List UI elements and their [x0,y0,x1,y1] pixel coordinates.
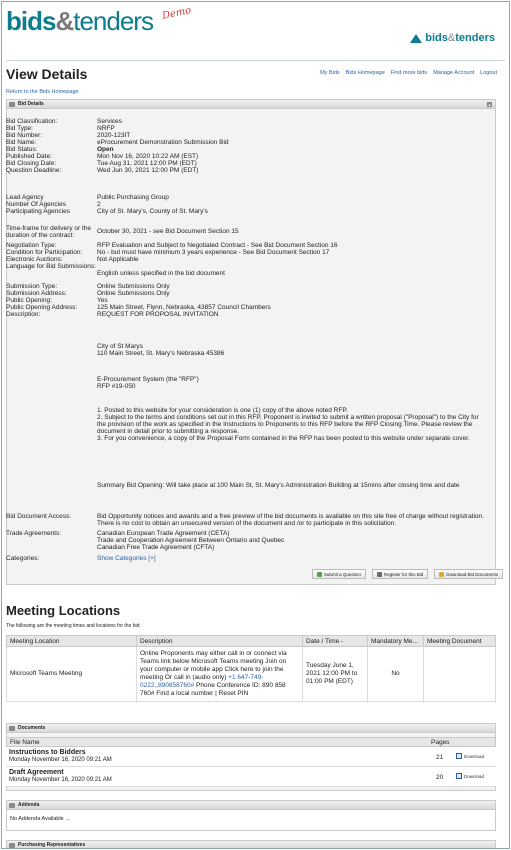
field-label: Negotiation Type: [6,242,57,249]
field-label: Condition for Participation: [6,249,83,256]
document-pages: 20 [436,774,444,781]
submit-question-label: Submit a Question [323,571,361,577]
nav-manage-account[interactable]: Manage Account [433,70,475,76]
field-value: English unless specified in the bid document [97,270,225,277]
field-value: Not Applicable [97,256,139,263]
meetings-title: Meeting Locations [6,603,121,618]
logo-mark-icon [410,34,422,43]
field-value: Online Submissions Only [97,290,170,297]
meeting-desc-text: Online Proponents may either call in or connect via Teams link below Microsoft Teams meeting Join on your computer or mobile app Click here to join the meeting Or call in (audio only) [140,650,287,681]
field-value: Public Purchasing Group [97,194,169,201]
field-value: Yes [97,297,108,304]
col-file-name[interactable]: File Name [10,739,40,746]
download-label: Download Bid Documents [446,571,498,577]
field-value: Services [97,118,122,125]
nav-find-more-bids[interactable]: Find more bids [390,70,428,76]
field-value: October 30, 2021 - see Bid Document Section 15 [97,228,239,235]
meetings-table [6,635,496,702]
bid-details-header [7,100,495,109]
col-pages[interactable]: Pages [431,739,450,746]
field-label: Bid Name: [6,139,37,146]
field-label: Bid Type: [6,125,33,132]
nav-bids-homepage[interactable]: Bids Homepage [345,70,385,76]
field-label: Time-frame for delivery or the duration of the contract: [6,225,92,239]
col-meeting-location[interactable]: Meeting Location [7,636,137,647]
addenda-title: Addenda [18,802,40,808]
document-download-link[interactable] [456,753,484,759]
col-date-time[interactable]: Date / Time - [303,636,368,647]
purchasing-panel [6,840,496,849]
meeting-datetime: Tuesday June 1, 2021 12:00 PM to 01:00 PM (EDT) [303,647,368,702]
field-value: REQUEST FOR PROPOSAL INVITATION [97,311,219,318]
document-row [6,767,496,787]
field-label: Bid Classification: [6,118,58,125]
register-icon [377,572,382,577]
field-label: Lead Agency [6,194,44,201]
document-row [6,747,496,767]
purchasing-title: Purchasing Representatives [18,842,86,848]
collapse-icon[interactable]: ▴ [488,102,491,107]
field-label: Number Of Agencies [6,201,66,208]
field-value: RFP Evaluation and Subject to Negotiated Contract - See Bid Document Section 16 [97,242,338,249]
meeting-document [424,647,496,702]
addenda-icon [9,803,15,808]
documents-table [6,737,496,787]
download-icon [439,572,444,577]
addenda-panel [6,800,496,831]
download-file-icon [456,753,462,759]
documents-title: Documents [18,725,46,731]
document-date: Monday November 16, 2020 09:21 AM [9,777,112,783]
meetings-subtitle: The following are the meeting times and locations for the bid: [6,623,141,629]
desc-paragraph-1: 1. Posted to this website for your consideration is one (1) copy of the above noted RFP. [97,407,348,414]
field-label: Bid Number: [6,132,43,139]
col-mandatory[interactable]: Mandatory Me... [368,636,424,647]
meeting-mandatory: No [368,647,424,702]
field-label: Language for Bid Submissions: [6,263,96,270]
desc-city: City of St Marys [97,343,143,350]
desc-paragraph-2: 2. Subject to the terms and conditions set out in this RFP, Proponent is invited to submit a written proposal ("Proposal") to the City for the provision of the work as specified in the Instructions to Proponents to this RFP before the RFP Closing Time. Please review the document in detail prior to submitting a response. [97,414,479,435]
desc-address: 110 Main Street, St. Mary's Nebraska 45386 [97,350,225,357]
meeting-location: Microsoft Teams Meeting [7,647,137,702]
field-label: Submission Address: [6,290,67,297]
desc-rfp-number: RFP #19-050 [97,383,136,390]
field-label: Bid Status: [6,146,38,153]
page-frame [1,1,510,849]
trade-agreement: Canadian Free Trade Agreement (CFTA) [97,544,215,551]
field-label: Electronic Auctions: [6,256,63,263]
bid-status-value: Open [97,146,114,153]
nav-logout[interactable]: Logout [480,70,497,76]
document-name: Draft Agreement [9,769,64,776]
page-title: View Details [6,66,88,82]
field-label: Participating Agencies [6,208,70,215]
register-button[interactable] [372,569,428,579]
header-divider [6,60,505,61]
field-value: Wed Jun 30, 2021 12:00 PM (EDT) [97,167,199,174]
field-value: Bid Opportunity notices and awards and a free preview of the bid documents is available on this site free of charge without registration. There is no cost to obtain an unsecured version of the document and /or to participate in this solicitation. [97,513,484,527]
table-row [7,647,496,702]
bid-details-title: Bid Details [18,101,44,107]
field-label: Question Deadline: [6,167,62,174]
summary-opening: Summary Bid Opening: Will take place at 100 Main St, St. Mary's Administration Building at 15mins after closing time and date [97,482,460,489]
col-meeting-document[interactable]: Meeting Document [424,636,496,647]
top-nav [320,70,497,76]
document-pages: 21 [436,754,444,761]
register-label: Register for this Bid [383,571,424,577]
nav-my-bids[interactable]: My Bids [320,70,340,76]
field-value: Mon Nov 16, 2020 10:22 AM (EST) [97,153,199,160]
meeting-description [137,647,303,702]
download-link-label: Download [464,753,485,759]
desc-system: E-Procurement System (the "RFP") [97,376,199,383]
purchasing-header [7,841,495,849]
brand-logo[interactable]: bids&tenders [6,6,153,36]
field-value: 2 [97,201,101,208]
document-date: Monday November 16, 2020 09:21 AM [9,757,112,763]
field-label: Bid Document Access: [6,513,72,520]
document-name: Instructions to Bidders [9,749,86,756]
download-file-icon [456,773,462,779]
download-link-label: Download [464,773,485,779]
field-label: Public Opening: [6,297,52,304]
show-categories-link[interactable]: Show Categories [+] [97,555,156,562]
field-value: No - but must have minimum 3 years experience - See Bid Document Section 17 [97,249,330,256]
field-label: Trade Agreements: [6,530,62,537]
document-download-link[interactable] [456,773,484,779]
field-value: Tue Aug 31, 2021 12:00 PM (EDT) [97,160,197,167]
field-label: Published Date: [6,153,52,160]
question-icon [317,572,322,577]
field-value: NRFP [97,125,115,132]
meeting-desc-text: Phone Conference ID: 890 858 760# Find a local number | Reset PIN [140,682,286,697]
field-label: Public Opening Address: [6,304,78,311]
col-description[interactable]: Description [137,636,303,647]
field-value: 2020-123IT [97,132,131,139]
demo-tag: Demo [161,5,193,22]
documents-header [7,724,495,733]
addenda-header [7,801,495,810]
trade-agreement: Trade and Cooperation Agreement Between Ontario and Quebec [97,537,285,544]
documents-icon [9,726,15,731]
return-link[interactable]: Return to the Bids Homepage [6,89,79,95]
field-label: Submission Type: [6,283,58,290]
partner-logo: bids&tenders [410,32,495,44]
field-value: City of St. Mary's, County of St. Mary's [97,208,208,215]
trade-agreement: Canadian European Trade Agreement (CETA) [97,530,230,537]
field-label: Description: [6,311,41,318]
addenda-empty: No Addenda Available ... [7,810,495,830]
field-value: 125 Main Street, Flynn, Nebraska, 43857 Council Chambers [97,304,271,311]
bid-actions [312,569,503,579]
bid-details-icon [9,102,15,107]
download-documents-button[interactable] [434,569,503,579]
purchasing-icon [9,843,15,848]
field-label: Categories: [6,555,40,562]
field-value: eProcurement Demonstration Submission Bid [97,139,229,146]
desc-paragraph-3: 3. For you convenience, a copy of the Proposal Form contained in the RFP has been posted to this website under separate cover. [97,435,470,442]
field-value: Online Submissions Only [97,283,170,290]
field-label: Bid Closing Date: [6,160,57,167]
documents-table-header [6,737,496,747]
submit-question-button[interactable] [312,569,366,579]
phone-link[interactable]: +1 647-749-0222,,890858760# [140,674,264,689]
